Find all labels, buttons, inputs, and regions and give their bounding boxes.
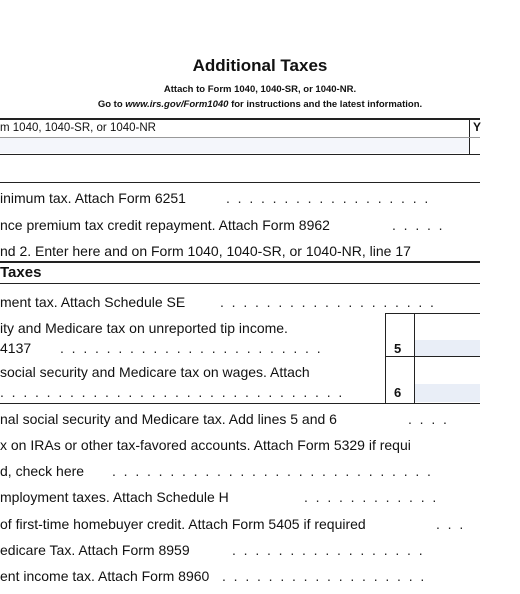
part2-heading: Taxes — [0, 264, 42, 281]
line-4-text: ment tax. Attach Schedule SE — [0, 294, 186, 310]
form-title: Additional Taxes — [192, 56, 328, 75]
goto-suffix: for instructions and the latest information. — [228, 99, 423, 110]
line-6-number: 6 — [394, 385, 402, 400]
line-5-number: 5 — [394, 341, 402, 356]
line-6-leader: . . . . . . . . . . . . . . . . . . . . . . . . . . . . . . — [0, 384, 343, 400]
line-2-leader: . . . . . — [392, 217, 443, 233]
line-11-text: edicare Tax. Attach Form 8959 — [0, 542, 190, 558]
irs-url-link[interactable]: www.irs.gov/Form1040 — [125, 99, 229, 110]
line-5-6-box-left — [385, 313, 386, 403]
line-12-leader: . . . . . . . . . . . . . . . . . . — [222, 568, 425, 584]
line-3-text: nd 2. Enter here and on Form 1040, 1040-SR, or 1040-NR, line 17 — [0, 243, 411, 259]
line-9-leader: . . . . . . . . . . . . — [304, 489, 437, 505]
ssn-field-label: Y — [473, 120, 482, 134]
line-6-box-bottom — [0, 403, 480, 404]
line-1-text: inimum tax. Attach Form 6251 — [0, 190, 186, 206]
part2-heading-rule — [0, 283, 480, 284]
line-1-leader: . . . . . . . . . . . . . . . . . . — [226, 190, 429, 206]
line-9-text: mployment taxes. Attach Schedule H — [0, 489, 229, 505]
name-row-bottom-rule — [0, 154, 480, 155]
line-10-text: of first-time homebuyer credit. Attach Form 5405 if required — [0, 516, 366, 532]
line-12-text: ent income tax. Attach Form 8960 — [0, 568, 210, 584]
name-field-label: m 1040, 1040-SR, or 1040-NR — [0, 122, 156, 134]
line-5-text-2: 4137 — [0, 340, 32, 356]
goto-prefix: Go to — [97, 99, 126, 110]
line-5-leader: . . . . . . . . . . . . . . . . . . . . . . . — [60, 340, 321, 356]
line-4-leader: . . . . . . . . . . . . . . . . . . . — [220, 294, 434, 310]
part1-top-rule — [0, 182, 480, 183]
line-5-box-top — [385, 313, 480, 314]
name-input[interactable] — [0, 138, 469, 153]
part2-top-rule — [0, 261, 480, 263]
line-5-amount-input[interactable] — [415, 340, 480, 356]
line-10-leader: . . . — [436, 516, 464, 532]
attach-instruction: Attach to Form 1040, 1040-SR, or 1040-NR. — [163, 84, 357, 95]
line-8-text: x on IRAs or other tax-favored accounts. Attach Form 5329 if requi — [0, 437, 411, 453]
instructions-link-line — [0, 99, 520, 110]
header-rule — [0, 118, 480, 120]
line-8-check-text: d, check here — [0, 463, 85, 479]
line-5-text-1: ity and Medicare tax on unreported tip income. — [0, 320, 288, 336]
line-6-text: social security and Medicare tax on wages. Attach — [0, 364, 310, 380]
id-box-divider — [469, 118, 470, 154]
line-8-leader: . . . . . . . . . . . . . . . . . . . . . . . . . . . . — [112, 463, 431, 479]
line-5-box-bottom — [385, 356, 480, 357]
line-11-leader: . . . . . . . . . . . . . . . . . — [232, 542, 423, 558]
line-6-amount-input[interactable] — [415, 384, 480, 402]
line-2-text: nce premium tax credit repayment. Attach Form 8962 — [0, 217, 330, 233]
line-7-leader: . . . . — [408, 411, 447, 427]
line-7-text: nal social security and Medicare tax. Add lines 5 and 6 — [0, 411, 337, 427]
